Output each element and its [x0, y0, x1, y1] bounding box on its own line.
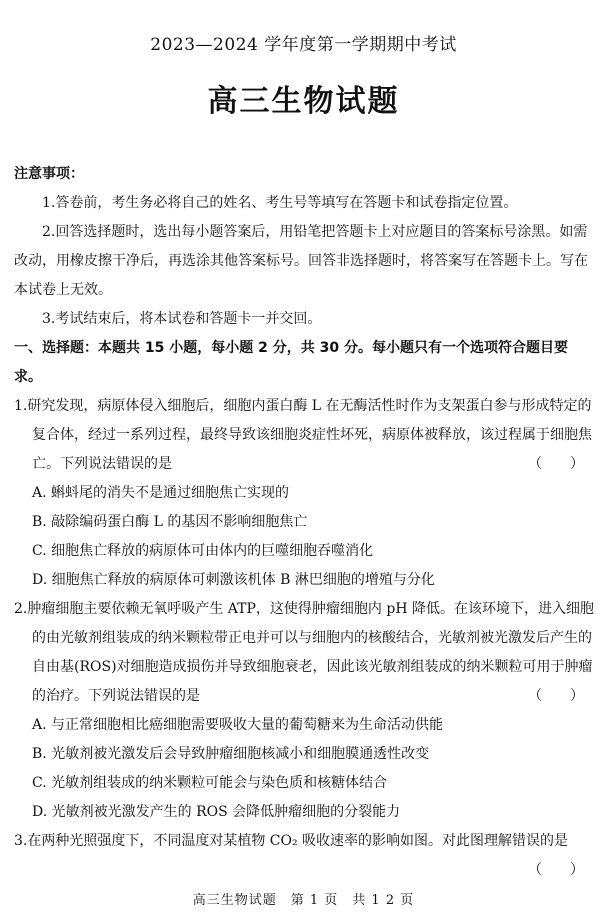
- question-stem-text: 2.肿瘤细胞主要依赖无氧呼吸产生 ATP，这使得肿瘤细胞内 pH 降低。在该环境下，进入细胞的由光敏剂组装成的纳米颗粒带正电并可以与细胞内的核酸结合，光敏剂被光激发后产生的自由基(ROS)对细胞造成损伤并导致细胞衰老，因此该光敏剂组装成的纳米颗粒可用于肿瘤的治疗。下列说法错误的是: [14, 601, 594, 704]
- notice-heading: 注意事项：: [14, 166, 84, 182]
- question-stem: [14, 595, 594, 711]
- question-stem-text: 3.在两种光照强度下，不同温度对某植物 CO₂ 吸收速率的影响如图。对此图理解错误的是: [14, 833, 569, 849]
- option-b: B. 光敏剂被光激发后会导致肿瘤细胞核减小和细胞膜通透性改变: [32, 746, 430, 762]
- option-a: A. 与正常细胞相比癌细胞需要吸收大量的葡萄糖来为生命活动供能: [32, 717, 444, 733]
- answer-parentheses: （ ）: [528, 688, 584, 704]
- question-stem: [14, 827, 594, 878]
- option-b: B. 敲除编码蛋白酶 L 的基因不影响细胞焦亡: [32, 514, 308, 530]
- exam-title: 高三生物试题: [207, 84, 400, 119]
- question-2: [14, 595, 594, 827]
- answer-parentheses: （ ）: [528, 456, 584, 472]
- answer-parentheses: （ ）: [528, 862, 584, 878]
- question-1: [14, 392, 594, 595]
- exam-year-line: 2023—2024 学年度第一学期期中考试: [150, 35, 457, 55]
- section-heading: 一、选择题：本题共 15 小题，每小题 2 分，共 30 分。每小题只有一个选项符合题目要求。: [14, 340, 568, 385]
- option-d: D. 光敏剂被光激发产生的 ROS 会降低肿瘤细胞的分裂能力: [32, 804, 401, 820]
- option-c: C. 光敏剂组装成的纳米颗粒可能会与染色质和核糖体结合: [32, 775, 388, 791]
- question-stem: [14, 392, 594, 479]
- option-a: A. 蝌蚪尾的消失不是通过细胞焦亡实现的: [32, 485, 290, 501]
- notice-item-1: 1.答卷前，考生务必将自己的姓名、考生号等填写在答题卡和试卷指定位置。: [42, 195, 518, 211]
- question-3: [14, 827, 594, 878]
- page-footer: 高三生物试题 第 1 页 共 1 2 页: [192, 893, 415, 908]
- option-c: C. 细胞焦亡释放的病原体可由体内的巨噬细胞吞噬消化: [32, 543, 374, 559]
- notice-item-3: 3.考试结束后，将本试卷和答题卡一并交回。: [42, 311, 322, 327]
- exam-content: [14, 160, 594, 885]
- question-stem-text: 1.研究发现，病原体侵入细胞后，细胞内蛋白酶 L 在无酶活性时作为支架蛋白参与形成特定的复合体，经过一系列过程，最终导致该细胞炎症性坏死，病原体被释放，该过程属于细胞焦亡。下列说法错误的是: [14, 398, 592, 472]
- notice-item-2: 2.回答选择题时，选出每小题答案后，用铅笔把答题卡上对应题目的答案标号涂黑。如需改动，用橡皮擦干净后，再选涂其他答案标号。回答非选择题时，将答案写在答题卡上。写在本试卷上无效。: [14, 224, 588, 298]
- option-d: D. 细胞焦亡释放的病原体可刺激该机体 B 淋巴细胞的增殖与分化: [32, 572, 435, 588]
